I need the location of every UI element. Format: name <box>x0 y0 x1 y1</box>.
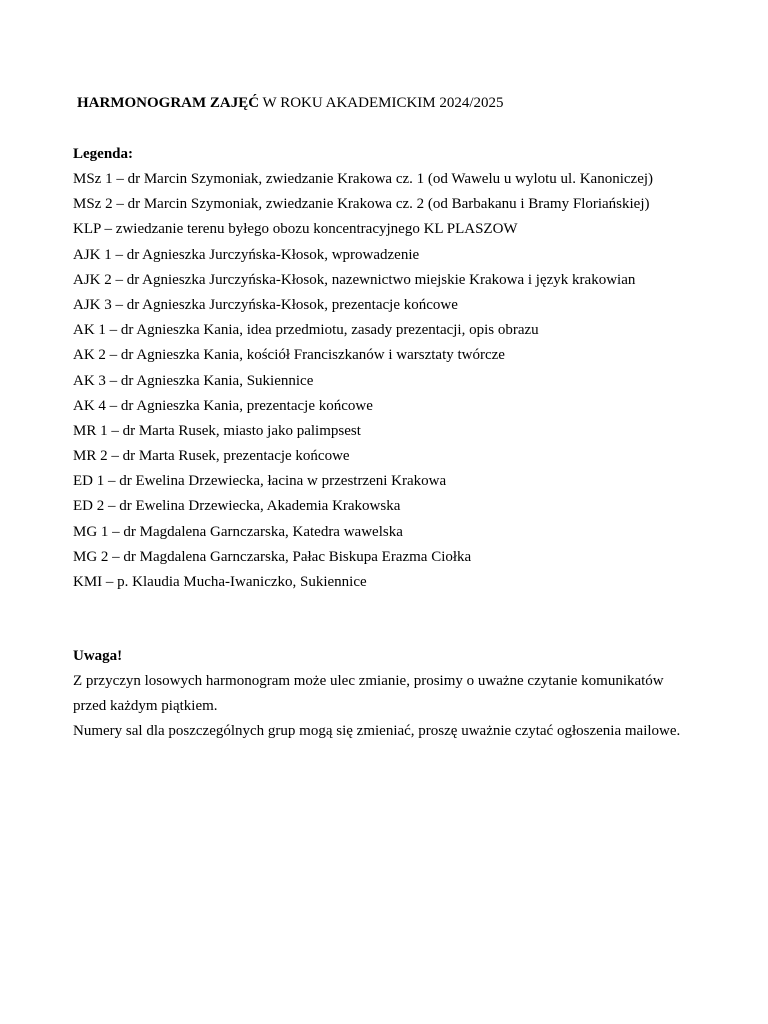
legend-item: MSz 1 – dr Marcin Szymoniak, zwiedzanie Krakowa cz. 1 (od Wawelu u wylotu ul. Kanoniczej) <box>73 171 654 187</box>
document-title-bold: HARMONOGRAM ZAJĘĆ <box>77 95 260 111</box>
document-title <box>77 93 504 113</box>
legend-item: AJK 3 – dr Agnieszka Jurczyńska-Kłosok, prezentacje końcowe <box>73 296 458 313</box>
legend-item: AJK 1 – dr Agnieszka Jurczyńska-Kłosok, wprowadzenie <box>73 246 420 263</box>
legend-item: AK 1 – dr Agnieszka Kania, idea przedmiotu, zasady prezentacji, opis obrazu <box>73 322 539 339</box>
legend-item: KLP – zwiedzanie terenu byłego obozu koncentracyjnego KL PLASZOW <box>73 221 518 238</box>
notice-text <box>73 669 691 745</box>
legend-list <box>73 167 653 595</box>
notice-heading: Uwaga! <box>73 648 123 664</box>
legend-item: MG 1 – dr Magdalena Garnczarska, Katedra wawelska <box>73 523 403 540</box>
legend-item: KMI – p. Klaudia Mucha-Iwaniczko, Sukiennice <box>73 574 367 590</box>
legend-item: MG 2 – dr Magdalena Garnczarska, Pałac Biskupa Erazma Ciołka <box>73 548 472 565</box>
legend-item: ED 2 – dr Ewelina Drzewiecka, Akademia Krakowska <box>73 498 401 515</box>
legend-item: AK 4 – dr Agnieszka Kania, prezentacje końcowe <box>73 397 373 414</box>
legend-item: AJK 2 – dr Agnieszka Jurczyńska-Kłosok, nazewnictwo miejskie Krakowa i język krakowian <box>73 271 636 288</box>
legend-item: AK 2 – dr Agnieszka Kania, kościół Franciszkanów i warsztaty twórcze <box>73 347 505 364</box>
document-title-rest: W ROKU AKADEMICKIM 2024/2025 <box>259 95 504 111</box>
legend-item: ED 1 – dr Ewelina Drzewiecka, łacina w przestrzeni Krakowa <box>73 473 447 490</box>
notice-line-rooms: Numery sal dla poszczególnych grup mogą się zmieniać, proszę uważnie czytać ogłoszenia mailowe. <box>73 723 681 740</box>
legend-item: MSz 2 – dr Marcin Szymoniak, zwiedzanie Krakowa cz. 2 (od Barbakanu i Bramy Floriańskiej) <box>73 196 650 213</box>
legend-item: MR 2 – dr Marta Rusek, prezentacje końcowe <box>73 448 350 465</box>
notice-line-schedule: Z przyczyn losowych harmonogram może ulec zmianie, prosimy o uważne czytanie komunikatów przed każdym piątkiem. <box>73 673 664 715</box>
legend-item: AK 3 – dr Agnieszka Kania, Sukiennice <box>73 372 314 389</box>
legend-heading: Legenda: <box>73 146 133 162</box>
legend-item: MR 1 – dr Marta Rusek, miasto jako palimpsest <box>73 422 361 439</box>
